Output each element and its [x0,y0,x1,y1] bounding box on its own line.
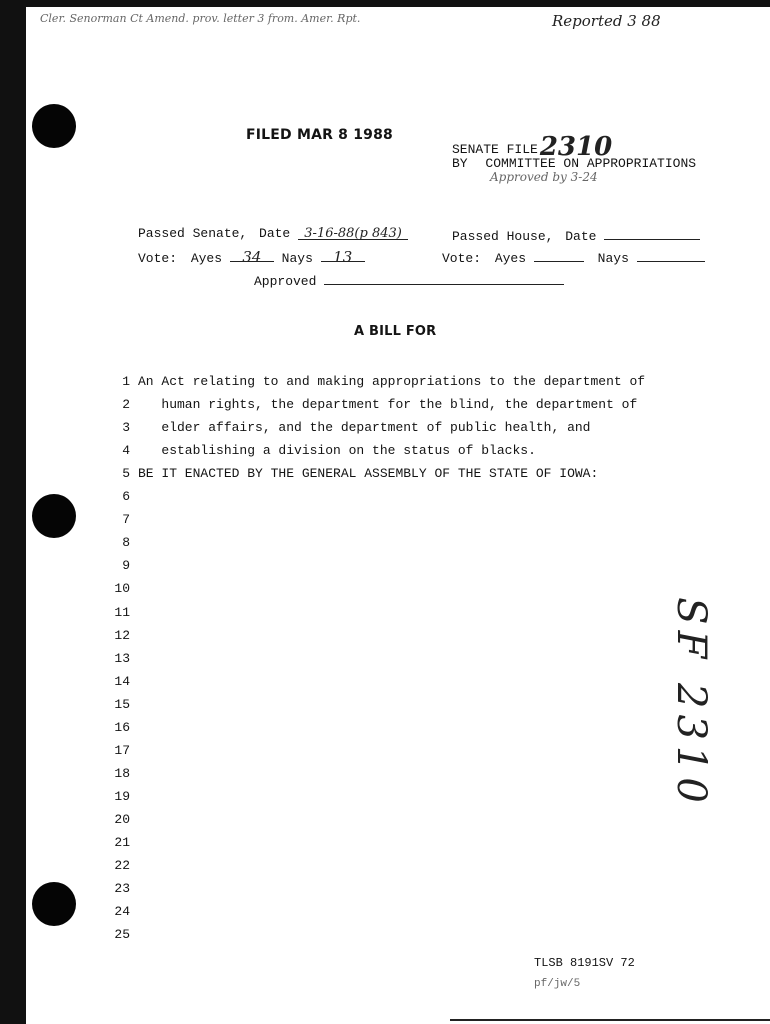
house-nays-value [637,248,705,262]
line-number: 18 [114,766,130,781]
house-nays-label: Nays [597,251,629,266]
line-number: 11 [114,605,130,620]
line-number: 24 [114,904,130,919]
filed-stamp: FILED MAR 8 1988 [246,127,393,143]
footer-code-secondary: pf/jw/5 [534,978,581,990]
passed-house-label: Passed House, [452,229,554,244]
senate-ayes-label: Ayes [190,251,223,266]
line-number: 12 [114,628,130,643]
line-number: 16 [114,720,130,735]
passed-senate-date: 3-16-88(p 843) [298,226,408,240]
house-vote-line [442,248,705,266]
passed-house-line [452,226,700,244]
approved-label: Approved [254,274,317,289]
senate-ayes-value: 34 [230,248,274,262]
line-number: 19 [114,789,130,804]
passed-senate-label: Passed Senate, [138,226,248,241]
punch-hole-bottom [32,882,76,926]
line-number: 6 [122,489,130,504]
margin-handwriting: SF 2310 [667,597,714,809]
line-number: 20 [114,812,130,827]
house-vote-label: Vote: [442,251,482,266]
committee-line [452,156,696,171]
line-number: 25 [114,927,130,942]
senate-file-label: SENATE FILE [452,142,538,157]
punch-hole-top [32,104,76,148]
line-number: 3 [122,420,130,435]
bill-line-text: BE IT ENACTED BY THE GENERAL ASSEMBLY OF THE STATE OF IOWA: [138,466,599,481]
scan-border-left [0,0,26,1024]
line-number: 21 [114,835,130,850]
footer-code: TLSB 8191SV 72 [534,956,635,970]
bill-line-text: human rights, the department for the blind, the department of [138,397,638,412]
line-number: 23 [114,881,130,896]
senate-vote-line [138,248,365,266]
top-handwritten-note: Cler. Senorman Ct Amend. prov. letter 3 from. Amer. Rpt. [40,12,361,25]
line-number: 1 [122,374,130,389]
line-number: 17 [114,743,130,758]
bill-line-text: establishing a division on the status of blacks. [138,443,536,458]
senate-nays-label: Nays [281,251,313,266]
committee-handwritten-note: Approved by 3-24 [490,170,598,184]
bill-line-text: elder affairs, and the department of public health, and [138,420,591,435]
line-number: 7 [122,512,130,527]
scan-border-top [0,0,770,7]
by-label: BY [452,156,468,171]
line-number: 22 [114,858,130,873]
senate-nays-value: 13 [321,248,365,262]
line-number: 13 [114,651,130,666]
senate-vote-label: Vote: [138,251,178,266]
senate-file-number: 2310 [539,132,613,162]
line-number: 5 [122,466,130,481]
passed-house-date-label: Date [565,229,597,244]
passed-senate-line [138,226,408,241]
line-number: 14 [114,674,130,689]
reported-note: Reported 3 88 [552,12,661,30]
committee-name: COMMITTEE ON APPROPRIATIONS [485,156,697,171]
house-ayes-label: Ayes [494,251,527,266]
bottom-rule [450,1019,770,1021]
approved-value [324,271,564,285]
line-number: 9 [122,558,130,573]
bill-heading: A BILL FOR [354,324,437,339]
bill-line-text: An Act relating to and making appropriations to the department of [138,374,646,389]
line-number: 2 [122,397,130,412]
passed-house-date [604,226,700,240]
line-number: 4 [122,443,130,458]
line-number: 10 [114,581,130,596]
house-ayes-value [534,248,584,262]
line-number: 15 [114,697,130,712]
line-number: 8 [122,535,130,550]
punch-hole-middle [32,494,76,538]
approved-line [254,271,564,289]
passed-senate-date-label: Date [259,226,291,241]
